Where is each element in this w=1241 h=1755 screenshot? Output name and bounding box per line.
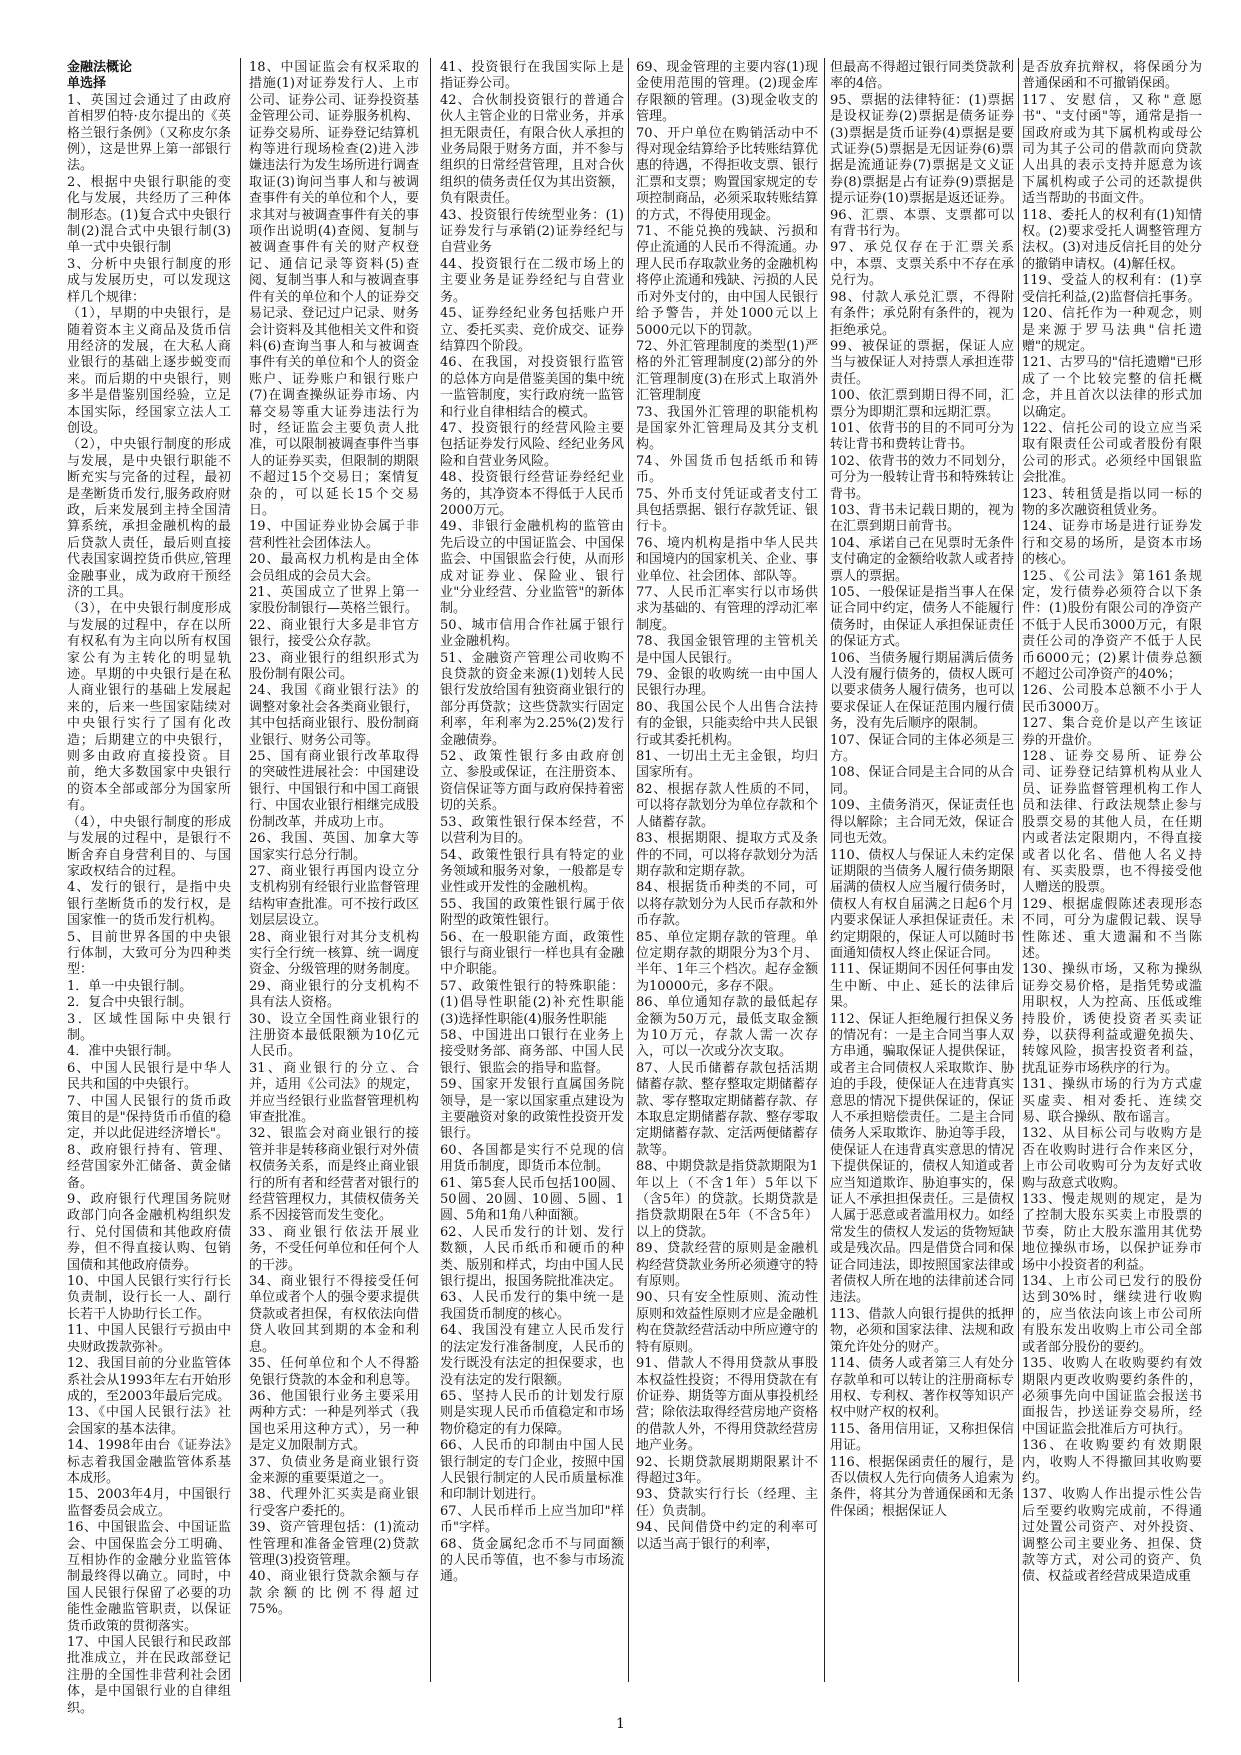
paragraph: 47、投资银行的经营风险主要包括证券发行风险、经纪业务风险和自营业务风险。 <box>440 420 624 469</box>
paragraph: 2、根据中央银行职能的变化与发展，共经历了三种体制形态。(1)复合式中央银行制(2)混合式中央银行制(3)单一式中央银行制 <box>67 174 231 256</box>
paragraph: 43、投资银行传统型业务：(1)证券发行与承销(2)证券经纪与自营业务 <box>440 207 624 256</box>
paragraph: 69、现金管理的主要内容(1)现金使用范围的管理。(2)现金库存限额的管理。(3)现金收支的管理。 <box>636 60 818 125</box>
paragraph: （4），中央银行制度的形成与发展的过程中，是银行不断舍弃自身营利目的、与国家政权结合的过程。 <box>67 814 231 879</box>
paragraph: 106、当债务履行期届满后债务人没有履行债务的，债权人既可以要求债务人履行债务，也可以要求保证人在保证范围内履行债务，没有先后顺序的限制。 <box>830 650 1014 732</box>
paragraph: 37、负债业务是商业银行资金来源的重要渠道之一。 <box>249 1454 419 1486</box>
paragraph: 27、商业银行再国内设立分支机构别有经银行业监督管理结构审查批准。可不按行政区划层层设立。 <box>249 863 419 929</box>
paragraph: 96、汇票、本票、支票都可以有背书行为。 <box>830 207 1014 240</box>
paragraph: 79、金银的收购统一由中国人民银行办理。 <box>636 667 818 699</box>
paragraph: 57、政策性银行的特殊职能：(1)倡导性职能(2)补充性职能(3)选择性职能(4)服务性职能 <box>440 978 624 1027</box>
paragraph: 117、安慰信，又称"意愿书"、"支付函"等，通常是指一国政府或为其下属机构或母公司为其子公司的借款而向贷款人出具的表示支持并愿意为该下属机构或子公司的还款提供适当帮助的书面文件。 <box>1022 92 1202 207</box>
paragraph: 31、商业银行的分立、合并，适用《公司法》的规定，并应当经银行业监督管理机构审查批准。 <box>249 1060 419 1125</box>
paragraph: 114、债务人或者第三人有处分存款单和可以转让的注册商标专用权、专利权、著作权等知识产权中财产权的权利。 <box>830 1356 1014 1421</box>
paragraph: 121、古罗马的"信托遗赠"已形成了一个比较完整的信托概念，并且首次以法律的形式加以确定。 <box>1022 355 1202 420</box>
paragraph: 72、外汇管理制度的类型(1)严格的外汇管理制度(2)部分的外汇管理制度(3)在形式上取消外汇管理制度 <box>636 338 818 404</box>
paragraph: 51、金融资产管理公司收购不良贷款的资金来源(1)划转人民银行发放给国有独资商业银行的部分再贷款；这些贷款实行固定利率，年利率为2.25%(2)发行金融债券。 <box>440 650 624 748</box>
text-column-1 <box>67 60 231 1716</box>
text-column-5 <box>830 60 1014 1680</box>
paragraph: 88、中期贷款是指贷款期限为1年以上（不含1年）5年以下（含5年）的贷款。长期贷款是指贷款期限在5年（不含5年）以上的贷款。 <box>636 1159 818 1240</box>
paragraph: 94、民间借贷中约定的利率可以适当高于银行的利率， <box>636 1520 818 1552</box>
paragraph: 84、根据货币种类的不同，可以将存款划分为人民币存款和外币存款。 <box>636 880 819 929</box>
paragraph: 104、承诺自己在见票时无条件支付确定的金额给收款人或者持票人的票据。 <box>830 535 1014 584</box>
paragraph: 91、借款人不得用贷款从事股本权益性投资；不得用贷款在有价证券、期货等方面从事投机经营；除依法取得经营房地产资格的借款人外，不得用贷款经营房地产业务。 <box>636 1356 819 1454</box>
paragraph: 13、《中国人民银行法》社会国家的基本法律。 <box>67 1405 231 1437</box>
paragraph: 82、根据存款人性质的不同，可以将存款划分为单位存款和个人储蓄存款。 <box>636 781 819 830</box>
paragraph: 50、城市信用合作社属于银行业金融机构。 <box>440 617 624 650</box>
paragraph: 26、我国、英国、加拿大等国家实行总分行制。 <box>249 831 419 863</box>
paragraph: 4、发行的银行，是指中央银行垄断货币的发行权，是国家惟一的货币发行机构。 <box>67 880 231 929</box>
paragraph: 128、证券交易所、证券公司、证券登记结算机构从业人员、证券监督管理机构工作人员和法律、行政法规禁止参与股票交易的其他人员，在任期内或者法定限期内，不得直接或者以化名、借他人名义持有、买卖股票，也不得接受他人赠送的股票。 <box>1022 749 1202 896</box>
paragraph: 115、备用信用证，又称担保信用证。 <box>830 1421 1014 1454</box>
paragraph: 62、人民币发行的计划、发行数额，人民币纸币和硬币的种类、版别和样式，均由中国人民银行提出，报国务院批准决定。 <box>440 1224 624 1290</box>
paragraph: 25、国有商业银行改革取得的突破性进展社会：中国建设银行、中国银行和中国工商银行、中国农业银行相继完成股份制改革，并成功上市。 <box>249 749 419 830</box>
section-heading: 单选择 <box>67 76 107 92</box>
column-divider <box>824 58 825 1682</box>
paragraph: （2），中央银行制度的形成与发展，是中央银行职能不断充实与完备的过程，最初是垄断货币发行,服务政府财政，后来发展到主持全国清算系统，承担金融机构的最后贷款人责任，最后则直接代表国家调控货币供应,管理金融事业，成为政府干预经济的工具。 <box>67 437 231 600</box>
paragraph: 48、投资银行经营证券经纪业务的，其净资本不得低于人民币2000万元。 <box>440 470 624 518</box>
paragraph: 80、我国公民个人出售合法持有的金银，只能卖给中共人民银行或其委托机构。 <box>636 699 819 748</box>
paragraph: 8、政府银行持有、管理、经营国家外汇储备、黄金储备。 <box>67 1142 231 1191</box>
paragraph: 11、中国人民银行亏损由中央财政拨款弥补。 <box>67 1323 231 1355</box>
paragraph: 28、商业银行对其分支机构实行全行统一核算、统一调度资金、分级管理的财务制度。 <box>249 929 419 978</box>
paragraph: 90、只有安全性原则、流动性原则和效益性原则才应是金融机构在贷款经营活动中所应遵守的特有原则。 <box>636 1290 819 1355</box>
text-column-2 <box>249 60 419 1680</box>
paragraph: 45、证券经纪业务包括账户开立、委托买卖、竞价成交、证券结算四个阶段。 <box>440 306 624 354</box>
paragraph: 136、在收购要约有效期限内，收购人不得撤回其收购要约。 <box>1022 1438 1202 1486</box>
paragraph: 100、依汇票到期日得不同，汇票分为即期汇票和远期汇票。 <box>830 388 1014 420</box>
paragraph: 135、收购人在收购要约有效期限内更改收购要约条件的，必须事先向中国证监会报送书面报告，抄送证券交易所，经中国证监会批准后方可执行。 <box>1022 1356 1202 1437</box>
paragraph: 92、长期贷款展期期限累计不得超过3年。 <box>636 1454 818 1486</box>
paragraph: 38、代理外汇买卖是商业银行受客户委托的。 <box>249 1487 419 1519</box>
text-column-3 <box>440 60 624 1680</box>
paragraph: 9、政府银行代理国务院财政部门向各金融机构组织发行、兑付国债和其他政府债券，但不得直接认购、包销国债和其他政府债券。 <box>67 1192 231 1273</box>
paragraph: 103、背书未记载日期的，视为在汇票到期日前背书。 <box>830 502 1014 535</box>
paragraph: （1），早期的中央银行，是随着资本主义商品及货币信用经济的发展，在大私人商业银行的基础上逐步蜕变而来。而后期的中央银行，则多半是借鉴别国经验，立足本国实际，经国家立法人工创设。 <box>67 306 231 436</box>
paragraph: 22、商业银行大多是非官方银行，接受公众存款。 <box>249 617 419 650</box>
paragraph: 42、合伙制投资银行的普通合伙人主管企业的日常业务，并承担无限责任，有限合伙人承担的业务局限于财务方面，并不参与组织的日常经营管理，且对合伙组织的债务责任仅为其出资额，负有限责任。 <box>440 92 624 207</box>
paragraph: 76、境内机构是指中华人民共和国境内的国家机关、企业、事业单位、社会团体、部队等。 <box>636 535 819 584</box>
paragraph: 56、在一般职能方面，政策性银行与商业银行一样也具有金融中介职能。 <box>440 929 624 978</box>
paragraph: 1、英国过会通过了由政府首相罗伯特·皮尔提出的《英格兰银行条例》（又称皮尔条例），这是世界上第一部银行法。 <box>67 92 231 174</box>
paragraph: 118、委托人的权利有(1)知情权。(2)要求受托人调整管理方法权。(3)对违反信托目的处分的撤销申请权。(4)解任权。 <box>1022 207 1202 272</box>
paragraph: 120、信托作为一种观念，则是来源于罗马法典"信托遗赠"的规定。 <box>1022 306 1202 354</box>
paragraph: 61、第5套人民币包括100圆、50圆、20圆、10圆、5圆、1圆、5角和1角八种面额。 <box>440 1175 624 1224</box>
paragraph: 130、操纵市场，又称为操纵证券交易价格，是指凭势或滥用职权，人为控高、压低或维持股价，诱使投资者买卖证券，以获得利益或避免损失、转嫁风险，损害投资者利益，扰乱证券市场秩序的行为。 <box>1022 962 1202 1076</box>
paragraph: 41、投资银行在我国实际上是指证券公司。 <box>440 60 624 92</box>
paragraph: 110、债权人与保证人未约定保证期限的当债务人履行债务期限届满的债权人应当履行债务时，债权人有权自届满之日起6个月内要求保证人承担保证责任。未约定期限的，保证人可以随时书面通知债权人终止保证合同。 <box>830 847 1014 961</box>
paragraph: 127、集合竞价是以产生该证券的开盘价。 <box>1022 716 1202 748</box>
paragraph: 70、开户单位在购销活动中不得对现金结算给予比转账结算优惠的待遇，不得拒收支票、银行汇票和支票；购置国家规定的专项控制商品，必须采取转账结算的方式，不得使用现金。 <box>636 125 819 223</box>
paragraph: 36、他国银行业务主要采用两种方式：一种是列举式（我国也采用这种方式），另一种是定义加限制方式。 <box>249 1388 419 1454</box>
paragraph: 109、主债务消灭，保证责任也得以解除；主合同无效，保证合同也无效。 <box>830 798 1014 847</box>
paragraph: 119、受益人的权利有：(1)享受信托利益,(2)监督信托事务。 <box>1022 273 1202 305</box>
paragraph: 12、我国目前的分业监管体系社会从1993年左右开始形成的，至2003年最后完成。 <box>67 1356 231 1404</box>
paragraph: 67、人民币样币上应当加印"样币"字样。 <box>440 1503 624 1536</box>
paragraph: 102、依背书的效力不同划分，可分为一般转让背书和特殊转让背书。 <box>830 453 1014 502</box>
paragraph: 64、我国没有建立人民币发行的法定发行准备制度，人民币的发行既没有法定的担保要求，也没有法定的发行限额。 <box>440 1323 624 1388</box>
paragraph: 125、《公司法》第161条规定，发行债券必须符合以下条件：(1)股份有限公司的净资产不低于人民币3000万元，有限责任公司的净资产不低于人民币6000元；(2)累计债券总额不超过公司净资产的40%； <box>1022 568 1202 683</box>
column-divider <box>1018 58 1019 1682</box>
paragraph: 60、各国都是实行不兑现的信用货币制度，即货币本位制。 <box>440 1142 624 1175</box>
paragraph: 10、中国人民银行实行行长负责制，设行长一人、副行长若干人协助行长工作。 <box>67 1274 231 1322</box>
paragraph: 87、人民币储蓄存款包括活期储蓄存款、整存整取定期储蓄存款、零存整取定期储蓄存款、存本取息定期储蓄存款、整存零取定期储蓄存款、定活两便储蓄存款等。 <box>636 1060 819 1158</box>
paragraph: 73、我国外汇管理的职能机构是国家外汇管理局及其分支机构。 <box>636 404 818 453</box>
paragraph: 122、信托公司的设立应当采取有限责任公司或者股份有限公司的形式。必须经中国银监会批准。 <box>1022 420 1202 486</box>
paragraph: 16、中国银监会、中国证监会、中国保监会分工明确、互相协作的金融分业监管体制最终得以确立。同时，中国人民银行保留了必要的功能性金融监管职责，以保证货币政策的贯彻落实。 <box>67 1520 231 1634</box>
paragraph: 98、付款人承兑汇票，不得附有条件；承兑附有条件的，视为拒绝承兑。 <box>830 289 1014 338</box>
paragraph: 是否放弃抗辩权，将保函分为普通保函和不可撤销保函。 <box>1022 60 1202 92</box>
column-divider <box>240 58 241 1682</box>
paragraph: 134、上市公司已发行的股份达到30%时，继续进行收购的，应当依法向该上市公司所有股东发出收购上市公司全部或者部分股份的要约。 <box>1022 1274 1202 1355</box>
paragraph: 30、设立全国性商业银行的注册资本最低限额为10亿元人民币。 <box>249 1011 419 1060</box>
paragraph: 54、政策性银行具有特定的业务领域和服务对象，一般都是专业性或开发性的金融机构。 <box>440 847 624 896</box>
paragraph: 35、任何单位和个人不得豁免银行贷款的本金和利息等。 <box>249 1356 419 1388</box>
paragraph: 137、收购人作出提示性公告后至要约收购完成前，不得通过处置公司资产、对外投资、调整公司主要业务、担保、贷款等方式，对公司的资产、负债、权益或者经营成果造成重 <box>1022 1487 1202 1585</box>
paragraph: 14、1998年由台《证券法》标志着我国金融监管体系基本成形。 <box>67 1438 231 1486</box>
paragraph: 17、中国人民银行和民政部批准成立，并在民政部登记注册的全国性非营利社会团体，是中国银行业的自律组织。 <box>67 1635 231 1716</box>
paragraph: 33、商业银行依法开展业务，不受任何单位和任何个人的干涉。 <box>249 1224 419 1273</box>
paragraph: 63、人民币发行的集中统一是我国货币制度的核心。 <box>440 1290 624 1322</box>
paragraph: 3．区域性国际中央银行制。 <box>67 1011 231 1043</box>
paragraph: 58、中国进出口银行在业务上接受财务部、商务部、中国人民银行、银监会的指导和监督。 <box>440 1027 624 1076</box>
text-column-6 <box>1022 60 1202 1680</box>
paragraph: 77、人民币汇率实行以市场供求为基础的、有管理的浮动汇率制度。 <box>636 585 819 633</box>
paragraph: 111、保证期间不因任何事由发生中断、中止、延长的法律后果。 <box>830 962 1014 1011</box>
paragraph: 55、我国的政策性银行属于依附型的政策性银行。 <box>440 896 624 929</box>
paragraph: 18、中国证监会有权采取的措施(1)对证券发行人、上市公司、证券公司、证券投资基金管理公司、证券服务机构、证券交易所、证券登记结算机构等进行现场检查(2)进入涉嫌违法行为发生场所进行调查取证(3)询问当事人和与被调查事件有关的单位和个人，要求其对与被调查事件有关的事项作出说明(4)查阅、复制与被调查事件有关的财产权登记、通信记录等资料(5)查阅、复制当事人和与被调查事件有关的单位和个人的证券交易记录、登记过户记录、财务会计资料及其他相关文件和资料(6)查询当事人和与被调查事件有关的单位和个人的资金账户、证券账户和银行账户(7)在调查操纵证券市场、内幕交易等重大证券违法行为时，经证监会主要负责人批准，可以限制被调查事件当事人的证券买卖，但限制的期限不超过15个交易日；案情复杂的，可以延长15个交易日。 <box>249 60 419 518</box>
paragraph: 112、保证人拒绝履行担保义务的情况有：一是主合同当事人双方串通，骗取保证人提供保证，或者主合同债权人采取欺诈、胁迫的手段，使保证人在违背真实意思的情况下提供保证的，保证人不承担赔偿责任。二是主合同债务人采取欺诈、胁迫等手段，使保证人在违背真实意思的情况下提供保证的，债权人知道或者应当知道欺诈、胁迫事实的，保证人不承担担保责任。三是债权人属于恶意或者滥用权力。如经常发生的债权人发运的货物短缺或是残次品。四是借贷合同和保证合同违法，即按照国家法律或者债权人所在地的法律前述合同违法。 <box>830 1011 1014 1306</box>
paragraph: 39、资产管理包括：(1)流动性管理和准备金管理(2)贷款管理(3)投资管理。 <box>249 1520 419 1568</box>
paragraph: 24、我国《商业银行法》的调整对象社会各类商业银行，其中包括商业银行、股份制商业银行、财务公司等。 <box>249 683 419 748</box>
paragraph: 20、最高权力机构是由全体会员组成的会员大会。 <box>249 552 419 584</box>
paragraph: 129、根据虚假陈述表现形态不同，可分为虚假记载、误导性陈述、重大遗漏和不当陈述。 <box>1022 896 1202 961</box>
paragraph: 101、依背书的目的不同可分为转让背书和费转让背书。 <box>830 420 1014 453</box>
paragraph: 1．单一中央银行制。 <box>67 978 193 994</box>
paragraph: 93、贷款实行行长（经理、主任）负责制。 <box>636 1487 818 1519</box>
paragraph: 133、慢走规则的规定，是为了控制大股东买卖上市股票的节奏，防止大股东滥用其优势地位操纵市场，以保护证券市场中小投资者的利益。 <box>1022 1192 1202 1273</box>
paragraph: 123、转租赁是指以同一标的物的多次融资租赁业务。 <box>1022 486 1202 518</box>
paragraph: 2．复合中央银行制。 <box>67 995 193 1011</box>
paragraph: 3、分析中央银行制度的形成与发展历史，可以发现这样几个规律： <box>67 256 231 305</box>
paragraph: 5、目前世界各国的中央银行体制，大致可分为四种类型： <box>67 929 231 978</box>
paragraph: 49、非银行金融机构的监管由先后设立的中国证监会、中国保监会、中国银监会行使，从而形成对证券业、保险业、银行业"分业经营、分业监管"的新体制。 <box>440 519 624 617</box>
paragraph: （3），在中央银行制度形成与发展的过程中，存在以所有权私有为主向以所有权国家公有为主转化的明显轨迹。早期的中央银行是在私人商业银行的基础上发展起来的，后来一些国家陆续对中央银行实行了国有化改造；后期建立的中央银行，则多由政府直接投资。目前，绝大多数国家中央银行的资本全部或部分为国家所有。 <box>67 601 231 814</box>
paragraph: 105、一般保证是指当事人在保证合同中约定，债务人不能履行债务时，由保证人承担保证责任的保证方式。 <box>830 585 1014 650</box>
text-column-4 <box>636 60 818 1680</box>
paragraph: 99、被保证的票据，保证人应当与被保证人对持票人承担连带责任。 <box>830 338 1014 387</box>
paragraph: 29、商业银行的分支机构不具有法人资格。 <box>249 978 419 1011</box>
paragraph: 15、2003年4月，中国银行监督委员会成立。 <box>67 1487 231 1519</box>
paragraph: 4．准中央银行制。 <box>67 1044 180 1060</box>
paragraph: 78、我国金银管理的主管机关是中国人民银行。 <box>636 634 818 666</box>
paragraph: 97、承兑仅存在于汇票关系中，本票、支票关系中不存在承兑行为。 <box>830 240 1014 289</box>
paragraph: 131、操纵市场的行为方式虚买虚卖、相对委托、连续交易、联合操纵、散布谣言。 <box>1022 1077 1202 1125</box>
paragraph: 81、一切出土无主金银，均归国家所有。 <box>636 749 818 781</box>
paragraph: 108、保证合同是主合同的从合同。 <box>830 765 1014 797</box>
paragraph: 113、借款人向银行提供的抵押物，必须和国家法律、法规和政策允许处分的财产。 <box>830 1306 1014 1355</box>
paragraph: 21、英国成立了世界上第一家股份制银行—英格兰银行。 <box>249 585 419 617</box>
paragraph: 但最高不得超过银行同类贷款利率的4倍。 <box>830 60 1014 92</box>
paragraph: 85、单位定期存款的管理。单位定期存款的期限分为3个月、半年、1年三个档次。起存金额为10000元，多存不限。 <box>636 929 818 994</box>
paragraph: 65、坚持人民币的计划发行原则是实现人民币币值稳定和市场物价稳定的有力保障。 <box>440 1388 624 1437</box>
paragraph: 83、根据期限、提取方式及条件的不同，可以将存款划分为活期存款和定期存款。 <box>636 831 819 879</box>
paragraph: 7、中国人民银行的货币政策目的是"保持货币币值的稳定，并以此促进经济增长"。 <box>67 1093 231 1142</box>
paragraph: 86、单位通知存款的最低起存金额为50万元，最低支取金额为10万元，存款人需一次存入，可以一次或分次支取。 <box>636 995 818 1060</box>
paragraph: 44、投资银行在二级市场上的主要业务是证券经纪与自营业务。 <box>440 256 624 305</box>
paragraph: 6、中国人民银行是中华人民共和国的中央银行。 <box>67 1060 231 1093</box>
paragraph: 59、国家开发银行直属国务院领导，是一家以国家重点建设为主要融资对象的政策性投资开发银行。 <box>440 1077 624 1142</box>
paragraph: 46、在我国，对投资银行监管的总体方向是借鉴美国的集中统一监管制度，实行政府统一监管和行业自律相结合的模式。 <box>440 355 624 420</box>
column-divider <box>430 58 431 1682</box>
paragraph: 19、中国证券业协会属于非营利性社会团体法人。 <box>249 519 419 551</box>
paragraph: 75、外币支付凭证或者支付工具包括票据、银行存款凭证、银行卡。 <box>636 486 819 535</box>
paragraph: 71、不能兑换的残缺、污损和停止流通的人民币不得流通。办理人民币存取款业务的金融机构将停止流通和残缺、污损的人民币对外支付的，由中国人民银行给予警告，并处1000元以上5000元以下的罚款。 <box>636 224 819 338</box>
paragraph: 95、票据的法律特征：(1)票据是设权证券(2)票据是债务证券(3)票据是货币证券(4)票据是要式证券(5)票据是无因证券(6)票据是流通证券(7)票据是文义证券(8)票据是占有证券(9)票据是提示证券(10)票据是返还证券。 <box>830 92 1014 207</box>
paragraph: 74、外国货币包括纸币和铸币。 <box>636 453 818 486</box>
page-number: 1 <box>616 1716 625 1732</box>
paragraph: 66、人民币的印制由中国人民银行制定的专门企业，按照中国人民银行制定的人民币质量标准和印制计划进行。 <box>440 1438 624 1503</box>
paragraph: 23、商业银行的组织形式为股份制有限公司。 <box>249 650 419 683</box>
paragraph: 89、贷款经营的原则是金融机构经营贷款业务所必须遵守的特有原则。 <box>636 1241 819 1290</box>
paragraph: 124、证券市场是进行证券发行和交易的场所，是资本市场的核心。 <box>1022 519 1202 568</box>
paragraph: 126、公司股本总额不小于人民币3000万。 <box>1022 683 1202 715</box>
column-divider <box>628 58 629 1682</box>
paragraph: 116、根据保函责任的履行，是否以债权人先行向债务人追索为条件，将其分为普通保函和无条件保函；根据保证人 <box>830 1454 1014 1519</box>
paragraph: 132、从目标公司与收购方是否在收购时进行合作来区分，上市公司收购可分为友好式收购与敌意式收购。 <box>1022 1126 1202 1191</box>
paragraph: 53、政策性银行保本经营，不以营利为目的。 <box>440 814 624 847</box>
paragraph: 52、政策性银行多由政府创立、参股或保证，在注册资本、资信保证等方面与政府保持着密切的关系。 <box>440 749 624 814</box>
document-title: 金融法概论 <box>67 60 133 75</box>
paragraph: 32、银监会对商业银行的接管并非是转移商业银行对外债权债务关系，而是终止商业银行的所有者和经营者对银行的经营管理权力，其债权债务关系不因接管而发生变化。 <box>249 1126 419 1224</box>
paragraph: 40、商业银行贷款余额与存款余额的比例不得超过75%。 <box>249 1569 419 1618</box>
paragraph: 107、保证合同的主体必须是三方。 <box>830 732 1014 765</box>
paragraph: 34、商业银行不得接受任何单位或者个人的强令要求提供贷款或者担保，有权依法向借贷人收回其到期的本金和利息。 <box>249 1274 419 1355</box>
paragraph: 68、货金属纪念币不与同面额的人民币等值，也不参与市场流通。 <box>440 1536 624 1585</box>
